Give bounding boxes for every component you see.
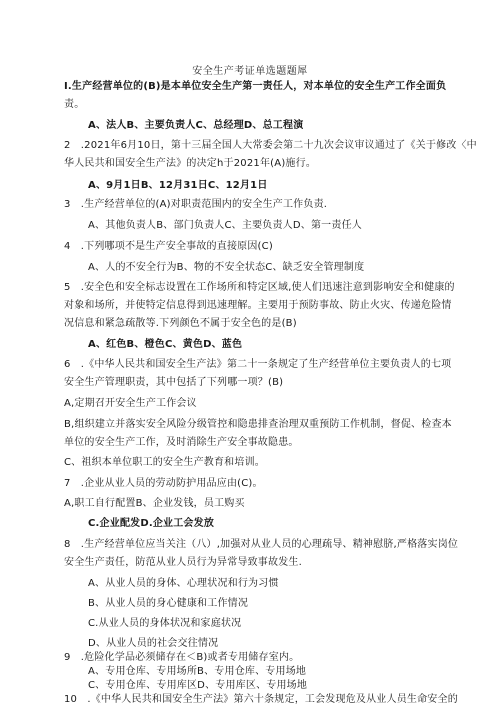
question-1-line-1: I.生产经营单位的(B)是本单位安全生产第一责任人，对本单位的安全生产工作全面负 xyxy=(64,81,447,92)
question-7-line-1: 7 .企业从业人员的劳动防护用品应由(C)。 xyxy=(64,478,263,489)
question-8-option-a: A、从业人员的身体、心理状况和行为习惯 xyxy=(88,578,279,589)
question-7-options-2: C.企业配发D.企业工会发放 xyxy=(88,518,215,529)
question-8-line-1: 8 .生产经营单位应当关注（八）,加强对从业人员的心理疏导、精神慰脐,严格落实岗位 xyxy=(64,539,459,550)
question-6-line-1: 6 .《中华人民共和国安全生产法》第二十一条规定了生产经营单位主要负责人的七项 xyxy=(64,359,452,370)
question-2-line-2: 华人民共和国安全生产法》的决定h于2021年(A)施行。 xyxy=(64,158,317,169)
question-2-options: A、9月1日B、12月31日C、12月1日 xyxy=(88,180,268,191)
question-6-option-a: A,定期召开安全生产工作会议 xyxy=(64,398,197,409)
question-9-line-1: 9 .危险化学品必须储存在＜B)或者专用储存室内。 xyxy=(64,652,300,663)
question-5-line-2: 对象和场所，并使特定信息得到迅速理解。主要用于预防事故、防止火灾、传递危险情 xyxy=(64,300,452,311)
question-6-line-2: 安全生产管理职责，其中包括了下列哪一项？(B) xyxy=(64,377,284,388)
question-3-options: A、其他负责人B、部门负责人C、主要负责人D、第一责任人 xyxy=(88,220,362,231)
question-8-option-d: D、从业人员的社会交往情况 xyxy=(88,638,219,649)
question-9-options-1: A、专用仓库、专用场所B、专用仓库、专用场地 xyxy=(88,666,307,677)
question-8-line-2: 安全生产责任，防范从业人员行为异常导致事故发生. xyxy=(64,557,302,568)
question-6-option-c: C、祖织本单位职工的安全生产教育和培训。 xyxy=(64,457,265,468)
question-1-line-2: 责。 xyxy=(64,99,85,110)
question-6-option-b-line-2: 单位的安全生产工作，及时消除生产安全事故隐患。 xyxy=(64,437,299,448)
question-5-options: A、红色B、橙色C、黄色D、蓝色 xyxy=(88,339,243,350)
question-5-line-3: 况信息和紧急疏散等.下列颜色不属于安全色的是(B) xyxy=(64,318,297,329)
question-10-line-1: 10 .《中华人民共和国安全生产法》第六十条规定，工会发现危及从业人员生命安全的 xyxy=(64,694,458,705)
question-1-options: A、法人B、主要负责人C、总经理D、总工程演 xyxy=(88,120,304,131)
question-9-options-2: C、专用仓库、专用库区D、专用库区、专用场地 xyxy=(88,680,308,691)
page-title: 安全生产考证单选题题犀 xyxy=(192,66,308,77)
question-5-line-1: 5 .安全色和安全标志设置在工作场所和特定区域,使人们迅速注意到影响安全和健康的 xyxy=(64,282,455,293)
question-4-options: A、人的不安全行为B、物的不安全状态C、缺乏安全管理制度 xyxy=(88,262,365,273)
question-4-line-1: 4 .下列哪项不是生产安全事故的直接原因(C) xyxy=(64,241,273,252)
question-8-option-b: B、从业人员的身心健康和工作情况 xyxy=(88,598,249,609)
question-8-option-c: C.从业人员的身体状况和家庭状况 xyxy=(88,618,242,629)
question-6-option-b-line-1: B,组织建立并落实安全风险分级管控和隐患排查治理双重预防工作机制，督促、检查本 xyxy=(64,419,452,430)
question-2-line-1: 2 .2021年6月10日，第十三届全国人大常委会第二十九次会议审议通过了《关于修改〈中 xyxy=(64,140,477,151)
question-3-line-1: 3 .生产经营单位的(A)对职责范围内的安全生产工作负责. xyxy=(64,199,328,210)
question-7-options-1: A,职工自行配置B、企业发钱，员工购买 xyxy=(64,498,245,509)
